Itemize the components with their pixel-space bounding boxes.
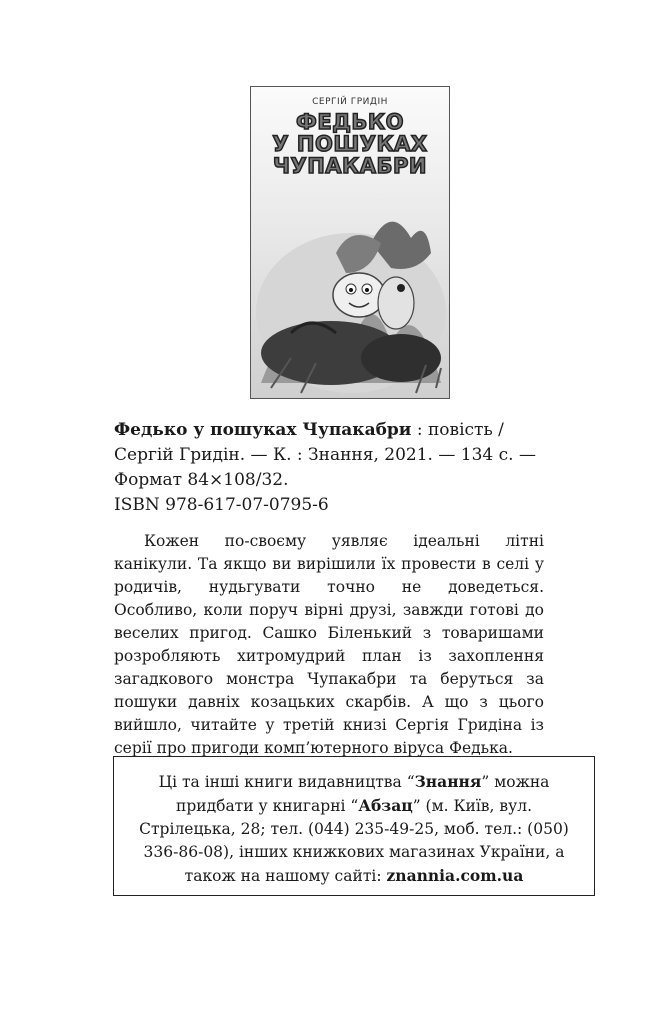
cover-title-line: ЧУПАКАБРИ — [273, 154, 427, 178]
cover-illustration — [251, 183, 450, 399]
bibliographic-record — [114, 418, 554, 518]
website-link[interactable]: znannia.com.ua — [386, 866, 524, 885]
bib-line-2: Сергій Гридін. — К. : Знання, 2021. — 134 с. — — [114, 445, 536, 465]
bib-line-1 — [114, 418, 554, 443]
bookstore-name: Абзац — [358, 796, 413, 815]
bib-line-4: ISBN 978-617-07-0795-6 — [114, 495, 329, 515]
cover-title — [251, 111, 449, 177]
annotation-text: Кожен по-своєму уявляє ідеальні літні канікули. Та якщо ви вирішили їх провести в селі у родичів, нудьгувати точно не доведеться. Особливо, коли поруч вірні друзі, завжди готові до веселих пригод. Сашко Біленький з товаришами розробляють хитромудрий план із захоплення загадкового монстра Чупакабри та беруться за пошуки давніх козацьких скарбів. А що з цього вийшло, читайте у третій книзі Сергія Гридіна із серії про пригоди комп’ютерного віруса Федька. — [114, 532, 544, 757]
book-title: Федько у пошуках Чупакабри — [114, 420, 412, 440]
bib-line-3: Формат 84×108/32. — [114, 470, 289, 490]
where-to-buy-box: Ці та інші книги видавництва “Знання” можна придбати у книгарні “Абзац” (м. Київ, вул. Стрілецька, 28; тел. (044) 235-49-25, моб. тел.: (050) 336-86-08), інших книжкових магазинах України, а також на нашому сайті: znannia.com.ua — [113, 756, 595, 896]
cover-title-line: ФЕДЬКО — [296, 110, 404, 134]
publisher-name: Знання — [414, 772, 482, 791]
book-cover — [250, 86, 450, 399]
annotation — [114, 530, 544, 760]
cover-title-line: У ПОШУКАХ — [272, 132, 428, 156]
cover-author: СЕРГІЙ ГРИДІН — [312, 97, 388, 107]
genre: : повість / — [411, 420, 504, 440]
